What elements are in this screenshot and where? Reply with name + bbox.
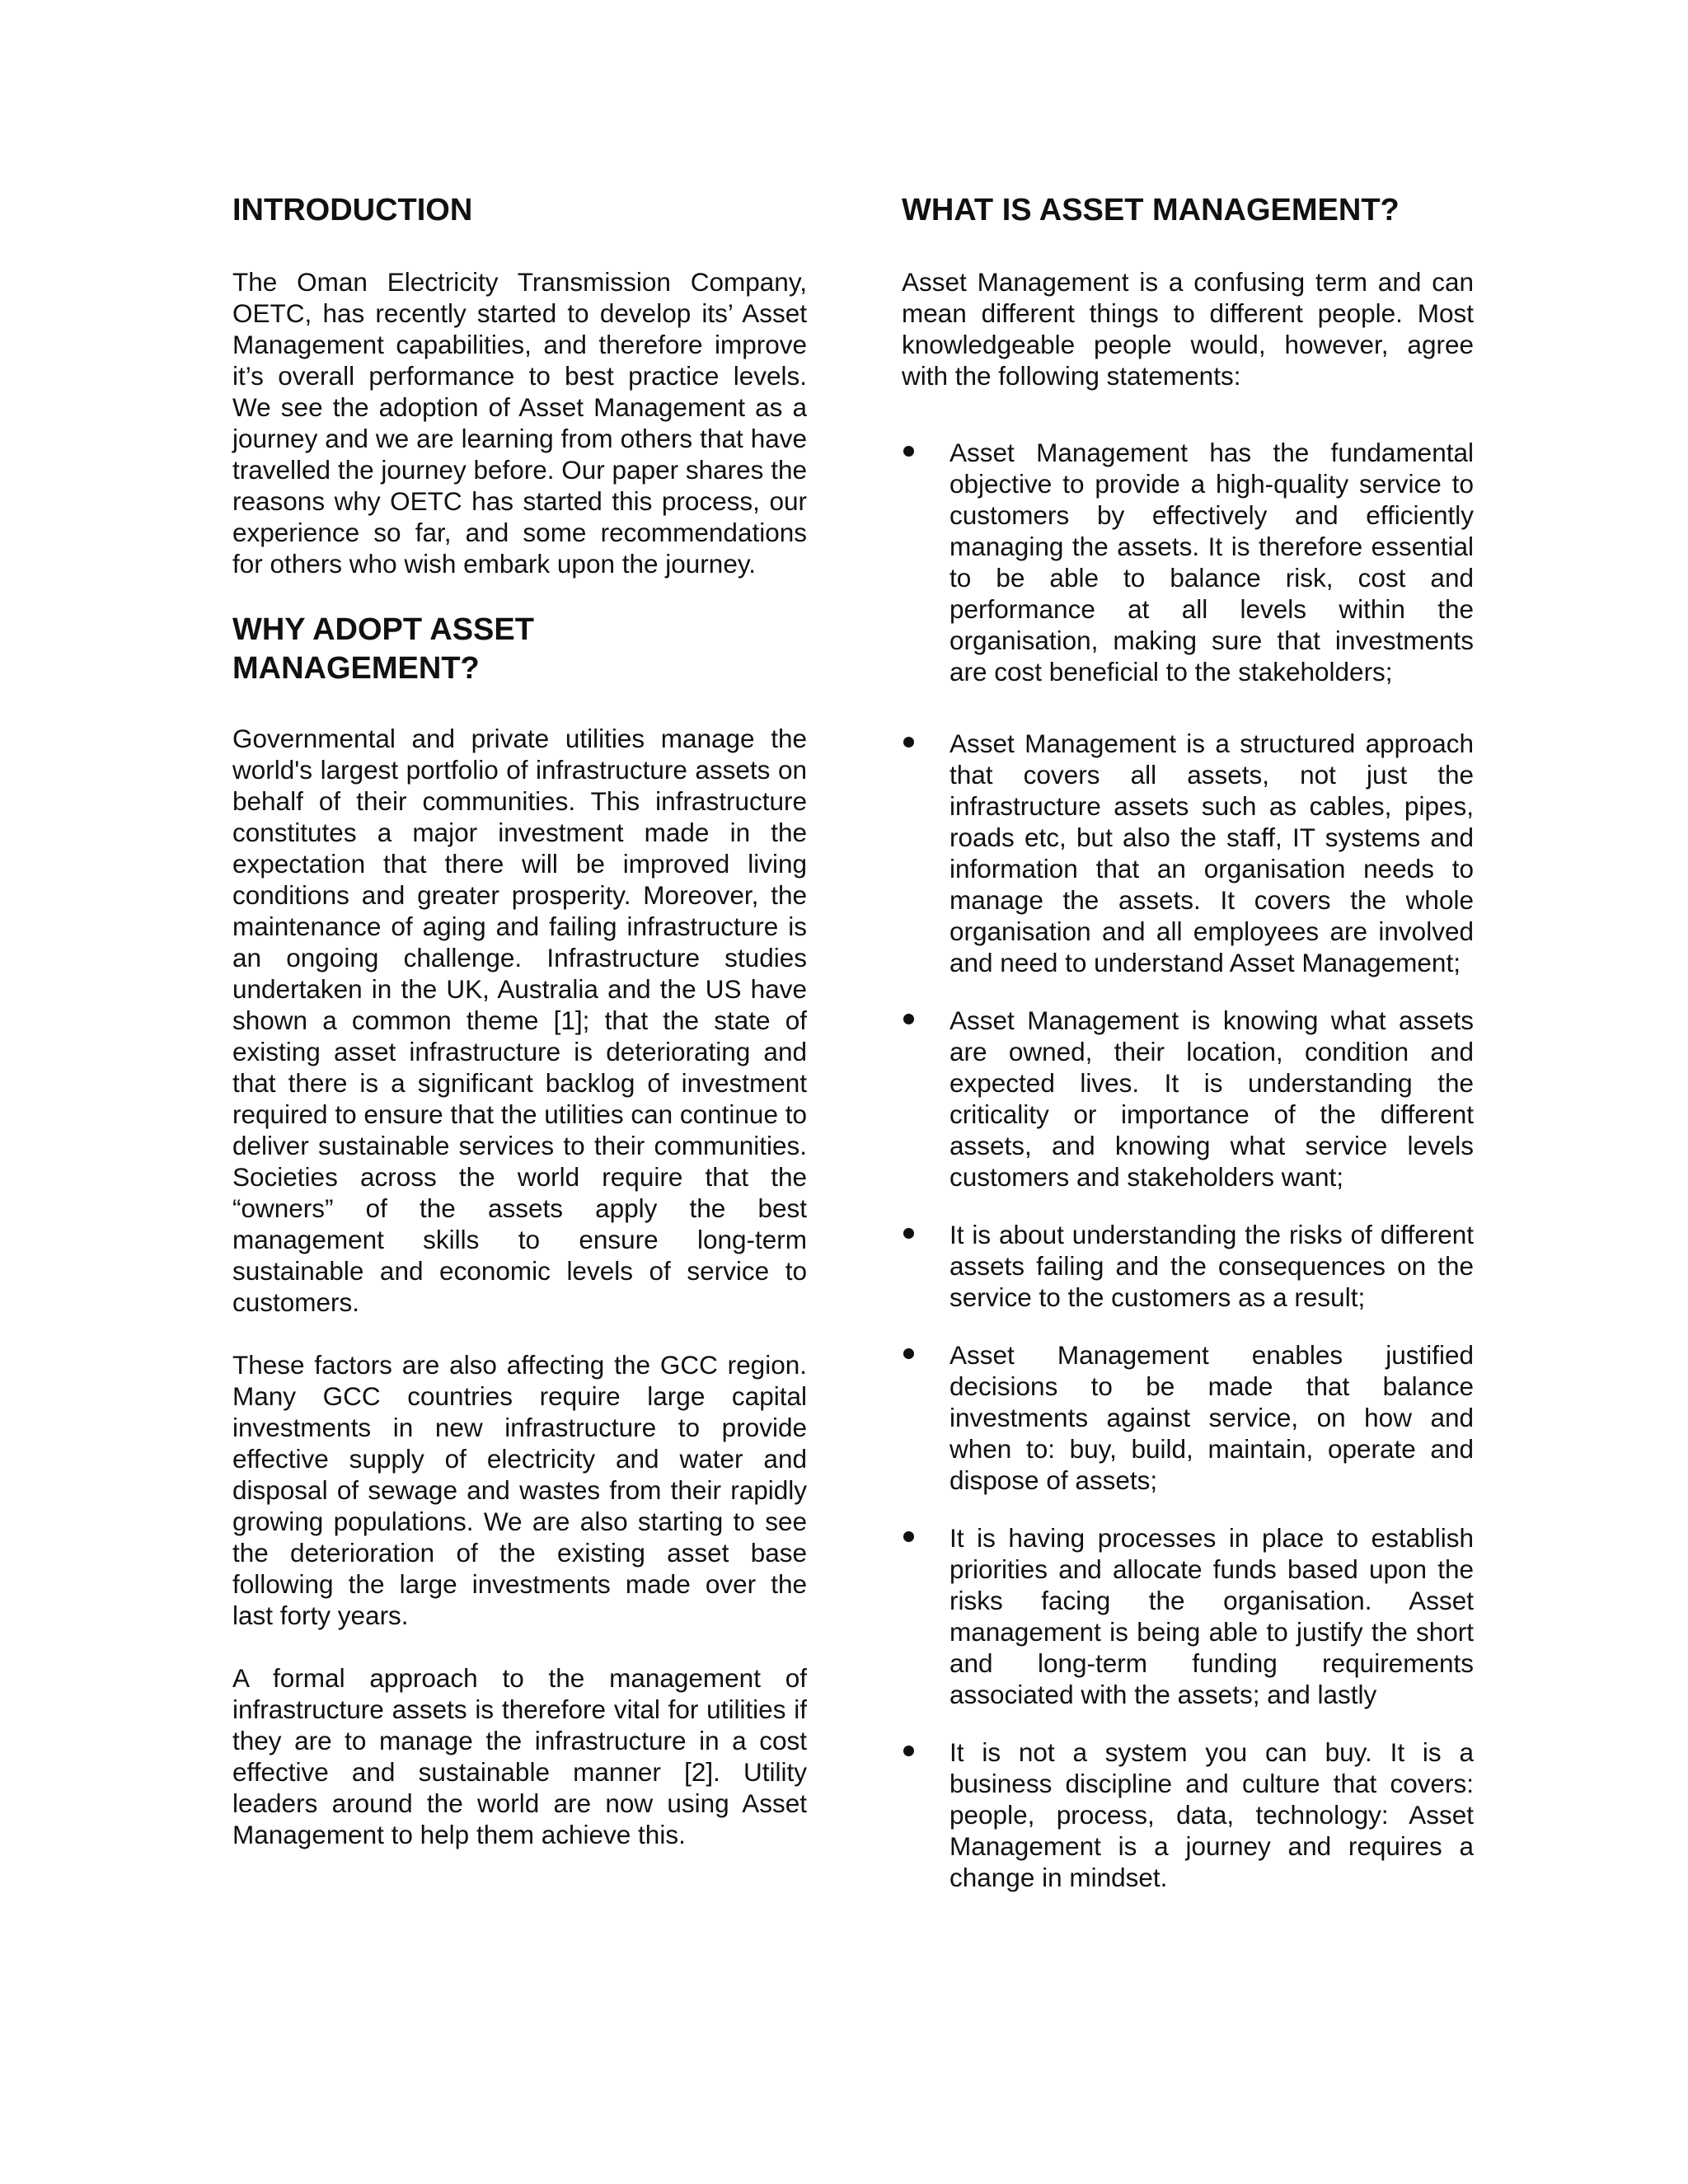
list-item-text: It is about understanding the risks of different assets failing and the consequences on the service to the customers as a result; <box>950 1220 1474 1312</box>
bullet-icon <box>903 1348 914 1359</box>
list-item-text: It is having processes in place to establish priorities and allocate funds based upon the risks facing the organisation. Asset management is being able to justify the short and long-term funding requirements associated with the assets; and lastly <box>950 1523 1474 1709</box>
why-adopt-heading: WHY ADOPT ASSET MANAGEMENT? <box>232 612 534 686</box>
list-item-text: It is not a system you can buy. It is a business discipline and culture that covers: people, process, data, technology: Asset Management is a journey and requires a change in mindset. <box>950 1737 1474 1892</box>
bullet-icon <box>903 1746 914 1756</box>
definition-bullet-list <box>902 437 1474 1893</box>
bullet-icon <box>903 1531 914 1542</box>
list-item <box>902 437 1474 687</box>
list-item <box>902 1339 1474 1496</box>
bullet-icon <box>903 1228 914 1239</box>
bullet-icon <box>903 1014 914 1024</box>
why-adopt-paragraph-1: Governmental and private utilities manage the world's largest portfolio of infrastructure assets on behalf of their communities. This infrastructure constitutes a major investment made in the expectation that there will be improved living conditions and greater prosperity. Moreover, the maintenance of aging and failing infrastructure is an ongoing challenge. Infrastructure studies undertaken in the UK, Australia and the US have shown a common theme [1]; that the state of existing asset infrastructure is deteriorating and that there is a significant backlog of investment required to ensure that the utilities can continue to deliver sustainable services to their communities. Societies across the world require that the “owners” of the assets apply the best management skills to ensure long-term sustainable and economic levels of service to customers. <box>232 724 807 1317</box>
bullet-icon <box>903 446 914 457</box>
list-item <box>902 1219 1474 1313</box>
list-item <box>902 728 1474 978</box>
list-item <box>902 1005 1474 1193</box>
what-is-lead-paragraph: Asset Management is a confusing term and can mean different things to different people. Most knowledgeable people would, however, agree with the following statements: <box>902 267 1474 391</box>
introduction-paragraph: The Oman Electricity Transmission Company, OETC, has recently started to develop its’ Asset Management capabilities, and therefore improve it’s overall performance to best practice levels. We see the adoption of Asset Management as a journey and we are learning from others that have travelled the journey before. Our paper shares the reasons why OETC has started this process, our experience so far, and some recommendations for others who wish embark upon the journey. <box>232 267 807 579</box>
bullet-icon <box>903 737 914 748</box>
introduction-heading: INTRODUCTION <box>232 193 473 227</box>
list-item-text: Asset Management is a structured approach that covers all assets, not just the infrastructure assets such as cables, pipes, roads etc, but also the staff, IT systems and information that an organisation needs to manage the assets. It covers the whole organisation and all employees are involved and need to understand Asset Management; <box>950 729 1474 977</box>
why-adopt-paragraph-3: A formal approach to the management of infrastructure assets is therefore vital for utilities if they are to manage the infrastructure in a cost effective and sustainable manner [2]. Utility leaders around the world are now using Asset Management to help them achieve this. <box>232 1663 807 1849</box>
list-item <box>902 1522 1474 1710</box>
why-adopt-paragraph-2: These factors are also affecting the GCC region. Many GCC countries require large capital investments in new infrastructure to provide effective supply of electricity and water and disposal of sewage and wastes from their rapidly growing populations. We are also starting to see the deterioration of the existing asset base following the large investments made over the last forty years. <box>232 1350 807 1630</box>
left-column <box>232 191 807 1850</box>
list-item-text: Asset Management is knowing what assets are owned, their location, condition and expected lives. It is understanding the criticality or importance of the different assets, and knowing what service levels customers and stakeholders want; <box>950 1005 1474 1192</box>
list-item-text: Asset Management has the fundamental objective to provide a high-quality service to customers by effectively and efficiently managing the assets. It is therefore essential to be able to balance risk, cost and performance at all levels within the organisation, making sure that investments are cost beneficial to the stakeholders; <box>950 438 1474 687</box>
list-item <box>902 1736 1474 1893</box>
list-item-text: Asset Management enables justified decisions to be made that balance investments against service, on how and when to: buy, build, maintain, operate and dispose of assets; <box>950 1340 1474 1495</box>
what-is-heading: WHAT IS ASSET MANAGEMENT? <box>902 193 1400 227</box>
right-column <box>902 191 1474 1893</box>
